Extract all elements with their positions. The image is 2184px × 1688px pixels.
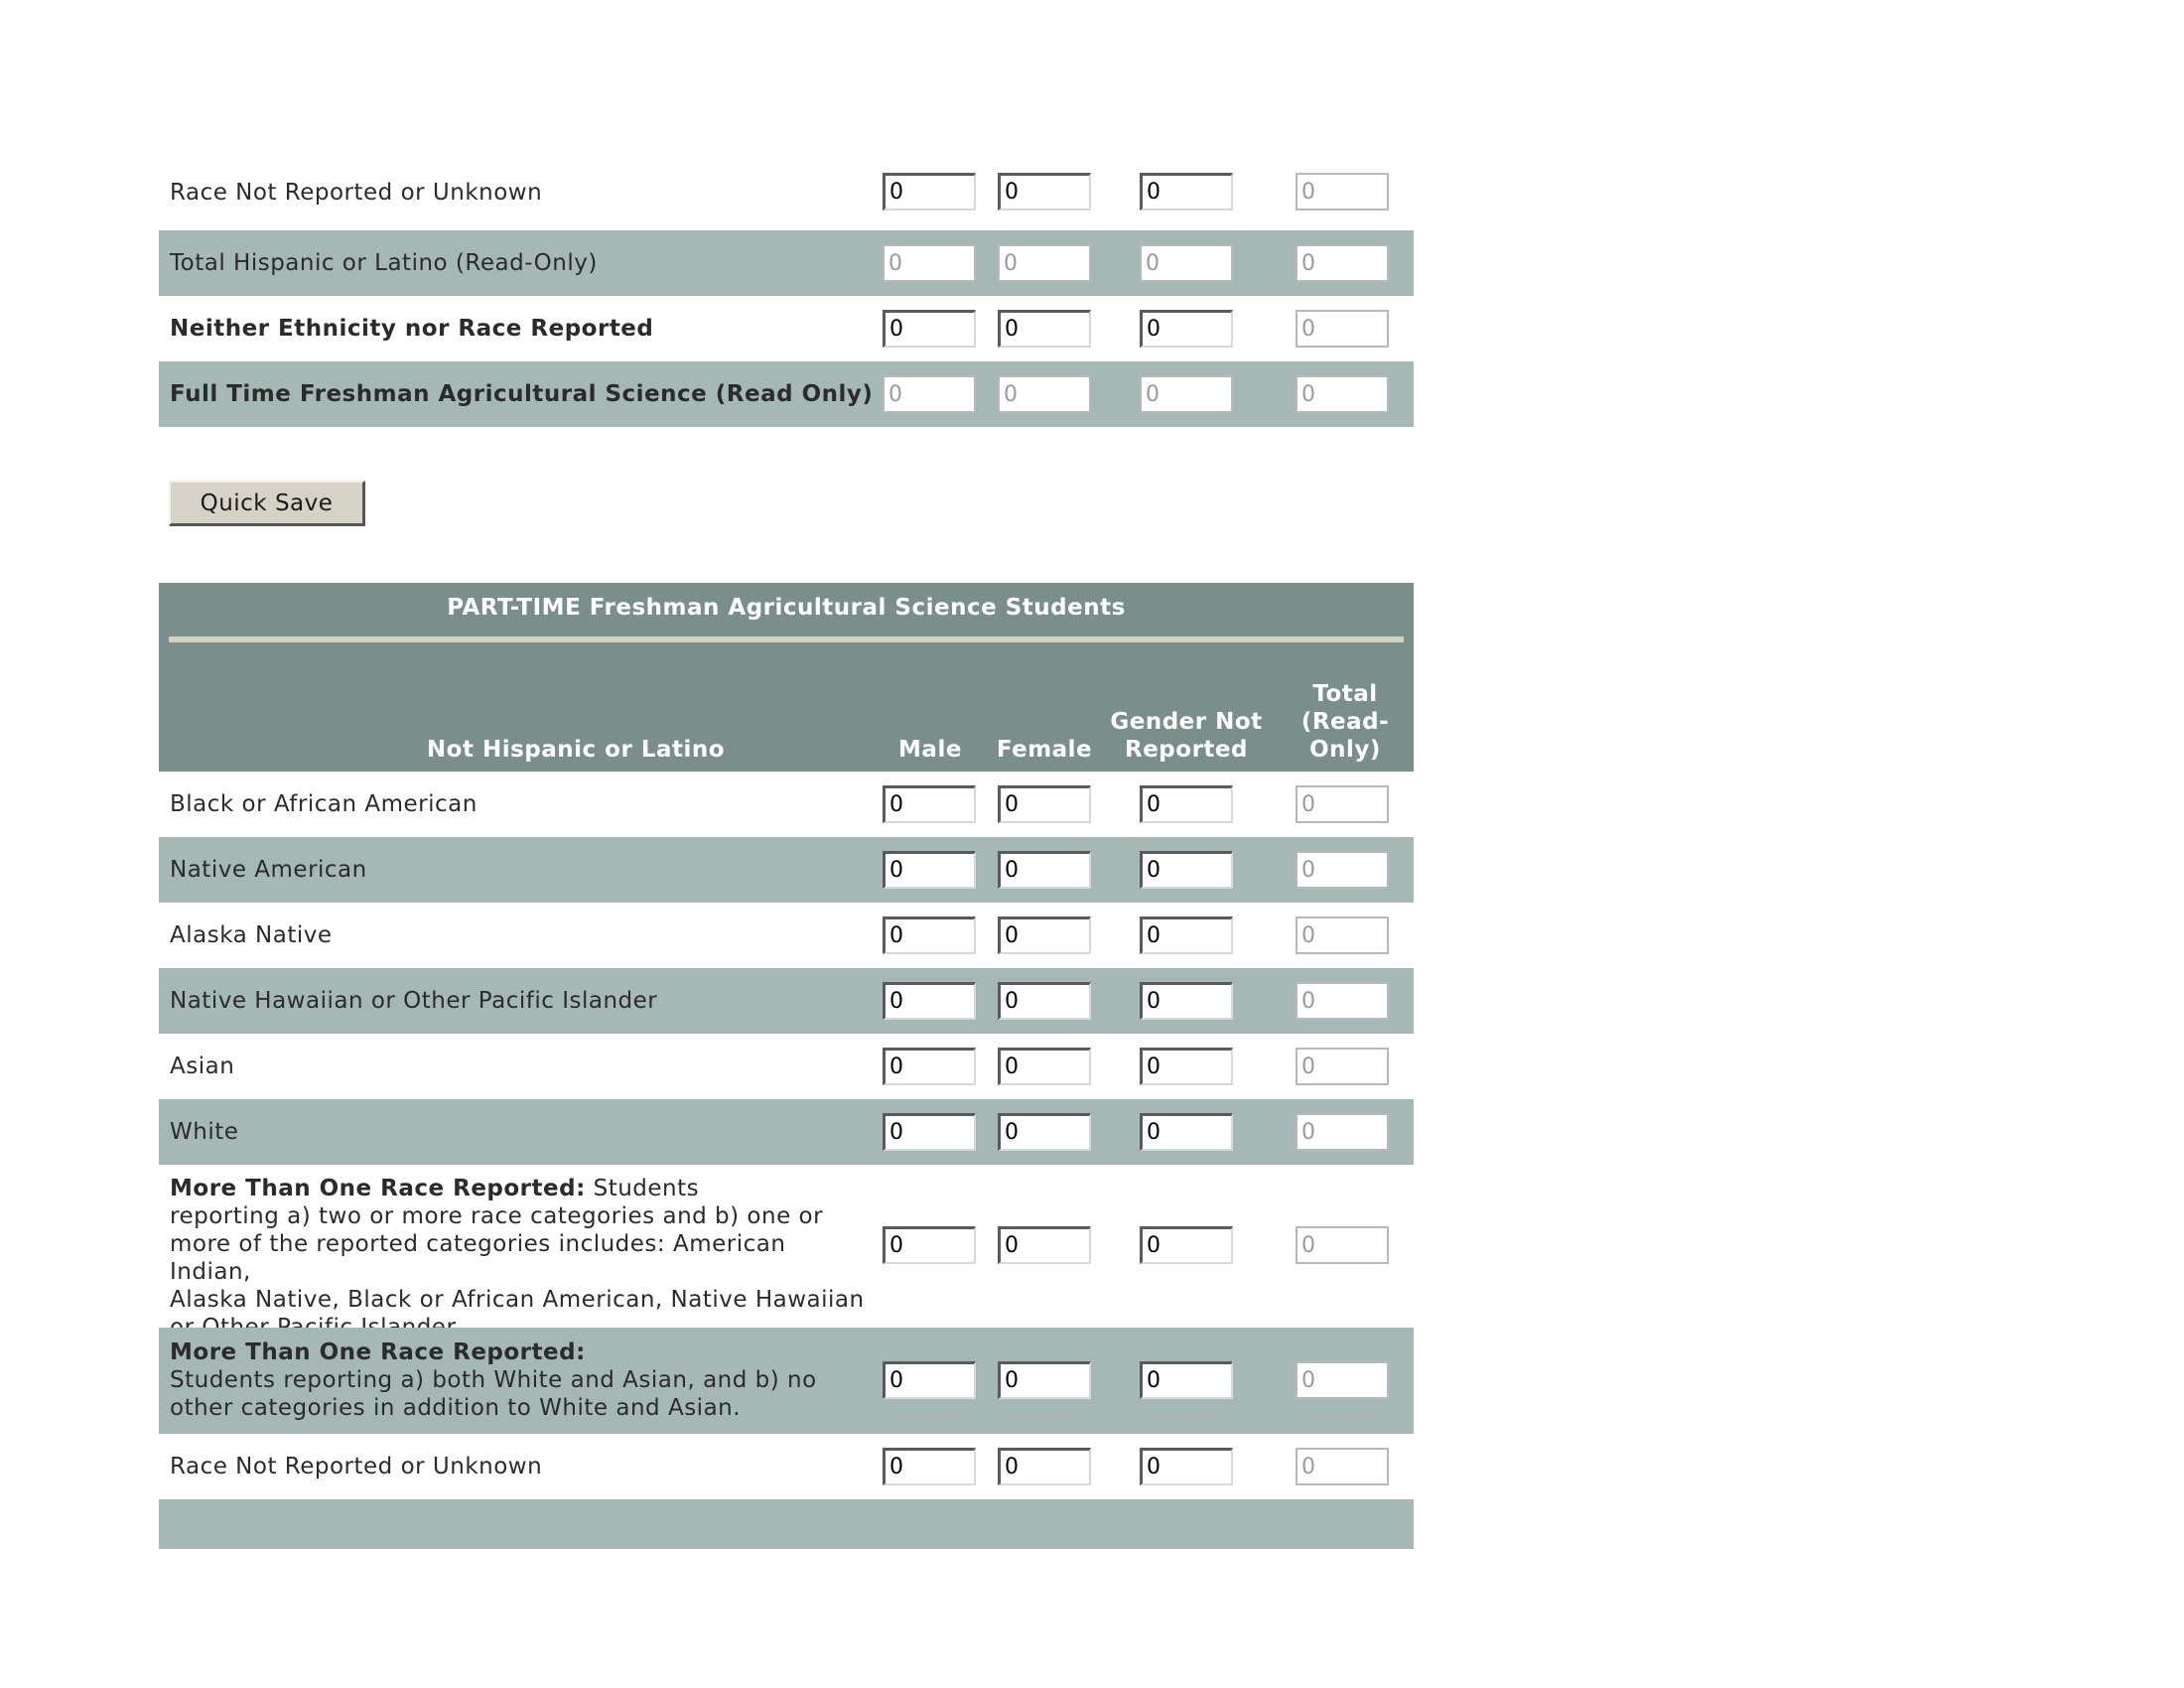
- table-row: [159, 772, 1414, 837]
- row-label: Alaska Native: [170, 922, 333, 948]
- gender-not-reported-readonly-input: 0: [1140, 244, 1233, 282]
- male-input[interactable]: 0: [883, 982, 976, 1020]
- column-header-line: Only): [1309, 737, 1381, 763]
- table-footer-row: [159, 1499, 1414, 1549]
- row-label-line: reporting a) two or more race categories and b) one or: [170, 1203, 824, 1229]
- female-input[interactable]: 0: [998, 310, 1091, 348]
- total-readonly-input: 0: [1296, 851, 1389, 889]
- table-row: [159, 1434, 1414, 1499]
- total-readonly-input: 0: [1296, 982, 1389, 1020]
- row-label: White: [170, 1119, 239, 1145]
- column-header-line: (Read-: [1300, 709, 1390, 735]
- column-header-line: Total: [1312, 681, 1378, 707]
- male-input[interactable]: 0: [883, 785, 976, 823]
- full-time-table: [159, 165, 1414, 427]
- row-label-line: Students reporting a) both White and Asian, and b) no: [170, 1367, 817, 1393]
- male-input[interactable]: 0: [883, 851, 976, 889]
- male-readonly-input: 0: [883, 244, 976, 282]
- column-header-line: Gender Not: [1110, 709, 1263, 735]
- row-label: Full Time Freshman Agricultural Science (Read Only): [170, 381, 874, 407]
- row-label-line: more of the reported categories includes: American Indian,: [170, 1231, 786, 1285]
- section-title: PART-TIME Freshman Agricultural Science Students: [447, 595, 1126, 621]
- gender-not-reported-input[interactable]: 0: [1140, 851, 1233, 889]
- table-row: [159, 903, 1414, 968]
- gender-not-reported-input[interactable]: 0: [1140, 1226, 1233, 1264]
- table-row: [159, 230, 1414, 296]
- male-input[interactable]: 0: [883, 310, 976, 348]
- total-readonly-input: 0: [1296, 916, 1389, 954]
- total-readonly-input: 0: [1296, 1448, 1389, 1485]
- row-label-rest: Students: [585, 1176, 700, 1201]
- male-readonly-input: 0: [883, 375, 976, 413]
- table-row: [159, 165, 1414, 230]
- column-header-line: Reported: [1125, 737, 1248, 763]
- female-input[interactable]: 0: [998, 1361, 1091, 1399]
- male-input[interactable]: 0: [883, 1361, 976, 1399]
- female-input[interactable]: 0: [998, 1448, 1091, 1485]
- gender-not-reported-input[interactable]: 0: [1140, 916, 1233, 954]
- row-label: Asian: [170, 1054, 235, 1079]
- gender-not-reported-input[interactable]: 0: [1140, 1448, 1233, 1485]
- total-readonly-input: 0: [1296, 310, 1389, 348]
- row-label-line: [170, 1175, 870, 1202]
- table-row: [159, 1165, 1414, 1328]
- table-row: [159, 361, 1414, 427]
- row-label: Neither Ethnicity nor Race Reported: [170, 316, 654, 342]
- row-label-line: Alaska Native, Black or African American, Native Hawaiian: [170, 1287, 865, 1313]
- column-header-category: Not Hispanic or Latino: [426, 737, 726, 763]
- table-row: [159, 837, 1414, 903]
- gender-not-reported-input[interactable]: 0: [1140, 982, 1233, 1020]
- table-row: [159, 1099, 1414, 1165]
- total-readonly-input: 0: [1296, 785, 1389, 823]
- row-label-line: other categories in addition to White and Asian.: [170, 1395, 742, 1421]
- female-input[interactable]: 0: [998, 1226, 1091, 1264]
- column-header-male: Male: [898, 737, 962, 763]
- row-label-bold: More Than One Race Reported:: [170, 1339, 586, 1365]
- row-label: Native American: [170, 857, 367, 883]
- table-row: [159, 296, 1414, 361]
- table-row: [159, 1328, 1414, 1434]
- female-readonly-input: 0: [998, 375, 1091, 413]
- female-input[interactable]: 0: [998, 785, 1091, 823]
- row-label-bold: More Than One Race Reported:: [170, 1176, 586, 1201]
- row-label: Race Not Reported or Unknown: [170, 1454, 543, 1479]
- part-time-header: [159, 583, 1414, 772]
- gender-not-reported-input[interactable]: 0: [1140, 1048, 1233, 1085]
- male-input[interactable]: 0: [883, 173, 976, 211]
- gender-not-reported-input[interactable]: 0: [1140, 1361, 1233, 1399]
- row-label: Black or African American: [170, 791, 478, 817]
- female-input[interactable]: 0: [998, 1048, 1091, 1085]
- gender-not-reported-input[interactable]: 0: [1140, 173, 1233, 211]
- total-readonly-input: 0: [1296, 1361, 1389, 1399]
- total-readonly-input: 0: [1296, 173, 1389, 211]
- column-header-total: [1286, 680, 1405, 764]
- female-input[interactable]: 0: [998, 851, 1091, 889]
- female-input[interactable]: 0: [998, 916, 1091, 954]
- male-input[interactable]: 0: [883, 1113, 976, 1151]
- total-readonly-input: 0: [1296, 1226, 1389, 1264]
- gender-not-reported-input[interactable]: 0: [1140, 1113, 1233, 1151]
- male-input[interactable]: 0: [883, 1226, 976, 1264]
- quick-save-button[interactable]: Quick Save: [169, 481, 365, 526]
- table-row: [159, 968, 1414, 1034]
- female-input[interactable]: 0: [998, 173, 1091, 211]
- gender-not-reported-readonly-input: 0: [1140, 375, 1233, 413]
- gender-not-reported-input[interactable]: 0: [1140, 785, 1233, 823]
- total-readonly-input: 0: [1296, 244, 1389, 282]
- male-input[interactable]: 0: [883, 1048, 976, 1085]
- row-label: Total Hispanic or Latino (Read-Only): [170, 250, 598, 276]
- row-label: Native Hawaiian or Other Pacific Islander: [170, 988, 658, 1014]
- column-header-gender-not-reported: [1107, 708, 1266, 764]
- female-input[interactable]: 0: [998, 1113, 1091, 1151]
- table-row: [159, 1034, 1414, 1099]
- row-label: [170, 1338, 870, 1422]
- column-header-female: Female: [996, 737, 1093, 763]
- header-divider: [169, 636, 1404, 642]
- female-input[interactable]: 0: [998, 982, 1091, 1020]
- male-input[interactable]: 0: [883, 916, 976, 954]
- male-input[interactable]: 0: [883, 1448, 976, 1485]
- gender-not-reported-input[interactable]: 0: [1140, 310, 1233, 348]
- female-readonly-input: 0: [998, 244, 1091, 282]
- total-readonly-input: 0: [1296, 1113, 1389, 1151]
- row-label: Race Not Reported or Unknown: [170, 180, 543, 206]
- row-label: [170, 1175, 870, 1341]
- part-time-table: [159, 772, 1414, 1549]
- total-readonly-input: 0: [1296, 375, 1389, 413]
- total-readonly-input: 0: [1296, 1048, 1389, 1085]
